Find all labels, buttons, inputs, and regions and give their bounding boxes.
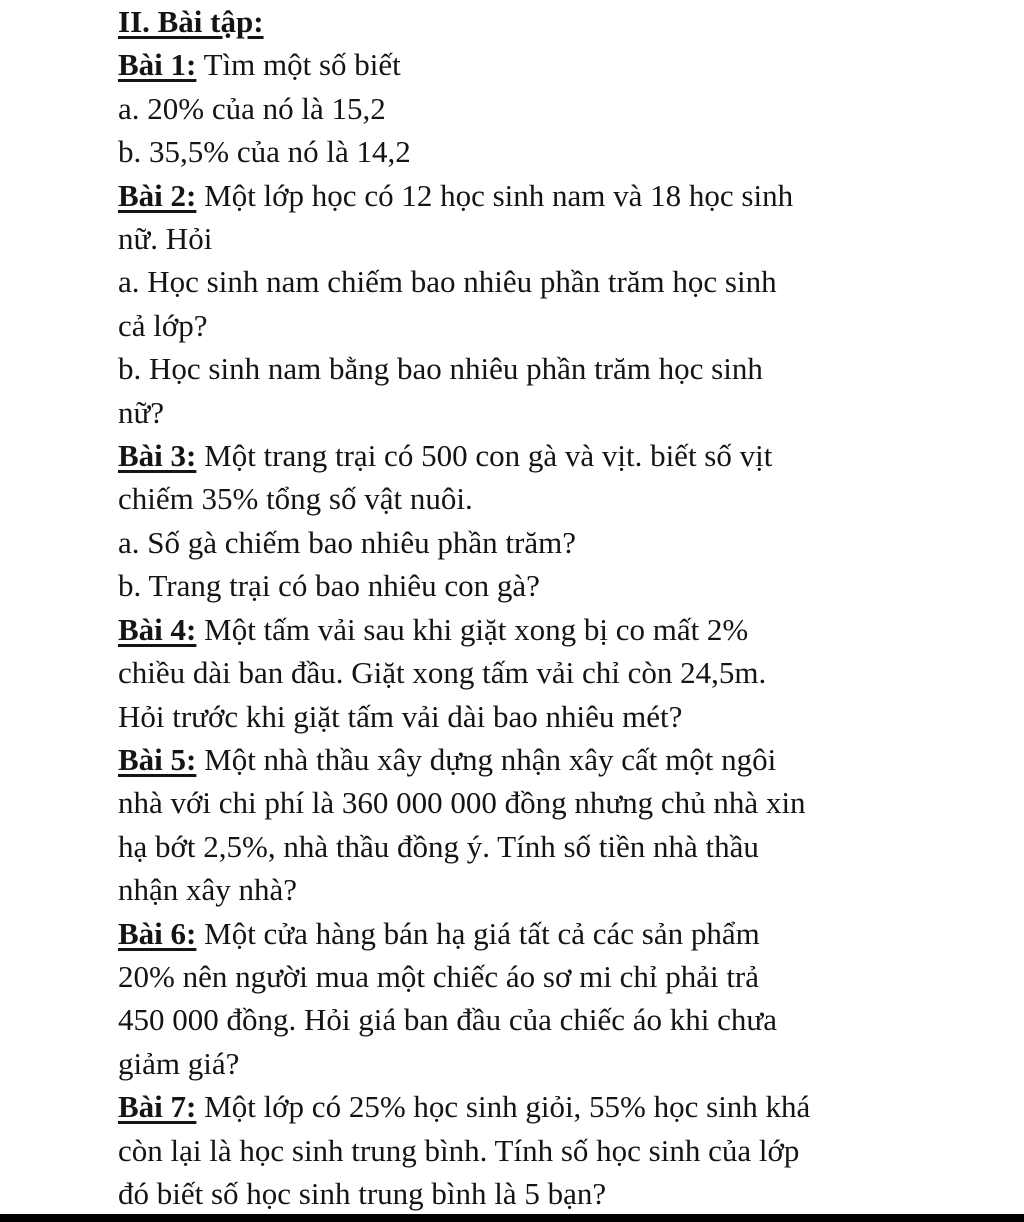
exercise-line: đó biết số học sinh trung bình là 5 bạn? — [118, 1175, 607, 1211]
exercise-line: Bài 2: Một lớp học có 12 học sinh nam và 18 học sinh — [118, 177, 794, 213]
exercise-line: a. Số gà chiếm bao nhiêu phần trăm? — [118, 524, 576, 560]
exercise-6 — [118, 912, 934, 1086]
section-title: II. Bài tập: — [118, 4, 264, 39]
exercise-1 — [118, 43, 934, 173]
exercise-label: Bài 7: — [118, 1089, 197, 1125]
exercise-line: chiếm 35% tổng số vật nuôi. — [118, 481, 473, 517]
exercise-line: Hỏi trước khi giặt tấm vải dài bao nhiêu mét? — [118, 698, 683, 734]
exercise-label: Bài 4: — [118, 611, 197, 647]
exercise-line: a. Học sinh nam chiếm bao nhiêu phần trăm học sinh — [118, 264, 777, 300]
exercise-4 — [118, 608, 934, 738]
exercise-7 — [118, 1085, 934, 1214]
exercise-line: giảm giá? — [118, 1045, 240, 1081]
exercise-line: Bài 3: Một trang trại có 500 con gà và vịt. biết số vịt — [118, 438, 773, 474]
exercise-line: Bài 4: Một tấm vải sau khi giặt xong bị co mất 2% — [118, 611, 749, 647]
exercise-label: Bài 1: — [118, 47, 197, 83]
exercise-line: a. 20% của nó là 15,2 — [118, 90, 386, 126]
exercise-line: Bài 5: Một nhà thầu xây dựng nhận xây cất một ngôi — [118, 741, 777, 777]
exercise-line: còn lại là học sinh trung bình. Tính số học sinh của lớp — [118, 1132, 800, 1168]
exercise-label: Bài 3: — [118, 438, 197, 474]
exercise-line: Bài 6: Một cửa hàng bán hạ giá tất cả các sản phẩm — [118, 915, 760, 951]
exercise-3 — [118, 434, 934, 608]
exercise-line: 450 000 đồng. Hỏi giá ban đầu của chiếc áo khi chưa — [118, 1002, 777, 1038]
exercise-line: Bài 7: Một lớp có 25% học sinh giỏi, 55% học sinh khá — [118, 1089, 811, 1125]
exercise-line: b. Trang trại có bao nhiêu con gà? — [118, 568, 540, 604]
exercise-line: chiều dài ban đầu. Giặt xong tấm vải chỉ còn 24,5m. — [118, 655, 767, 691]
exercise-line: cả lớp? — [118, 307, 208, 343]
exercise-label: Bài 2: — [118, 177, 197, 213]
exercise-line: hạ bớt 2,5%, nhà thầu đồng ý. Tính số tiền nhà thầu — [118, 828, 759, 864]
exercise-label: Bài 6: — [118, 915, 197, 951]
exercise-line: nữ. Hỏi — [118, 221, 213, 257]
exercise-line: nhà với chi phí là 360 000 000 đồng nhưng chủ nhà xin — [118, 785, 806, 821]
exercise-line: nhận xây nhà? — [118, 872, 298, 908]
exercise-line: b. 35,5% của nó là 14,2 — [118, 134, 411, 170]
exercise-5 — [118, 738, 934, 912]
exercise-line: Bài 1: Tìm một số biết — [118, 47, 401, 83]
exercise-line: 20% nên người mua một chiếc áo sơ mi chỉ phải trả — [118, 958, 760, 994]
page-edge-divider — [0, 1214, 1024, 1222]
exercise-label: Bài 5: — [118, 741, 197, 777]
exercise-list — [118, 0, 934, 1214]
exercise-line: nữ? — [118, 394, 165, 430]
exercise-line: b. Học sinh nam bằng bao nhiêu phần trăm học sinh — [118, 351, 763, 387]
exercise-2 — [118, 174, 934, 434]
